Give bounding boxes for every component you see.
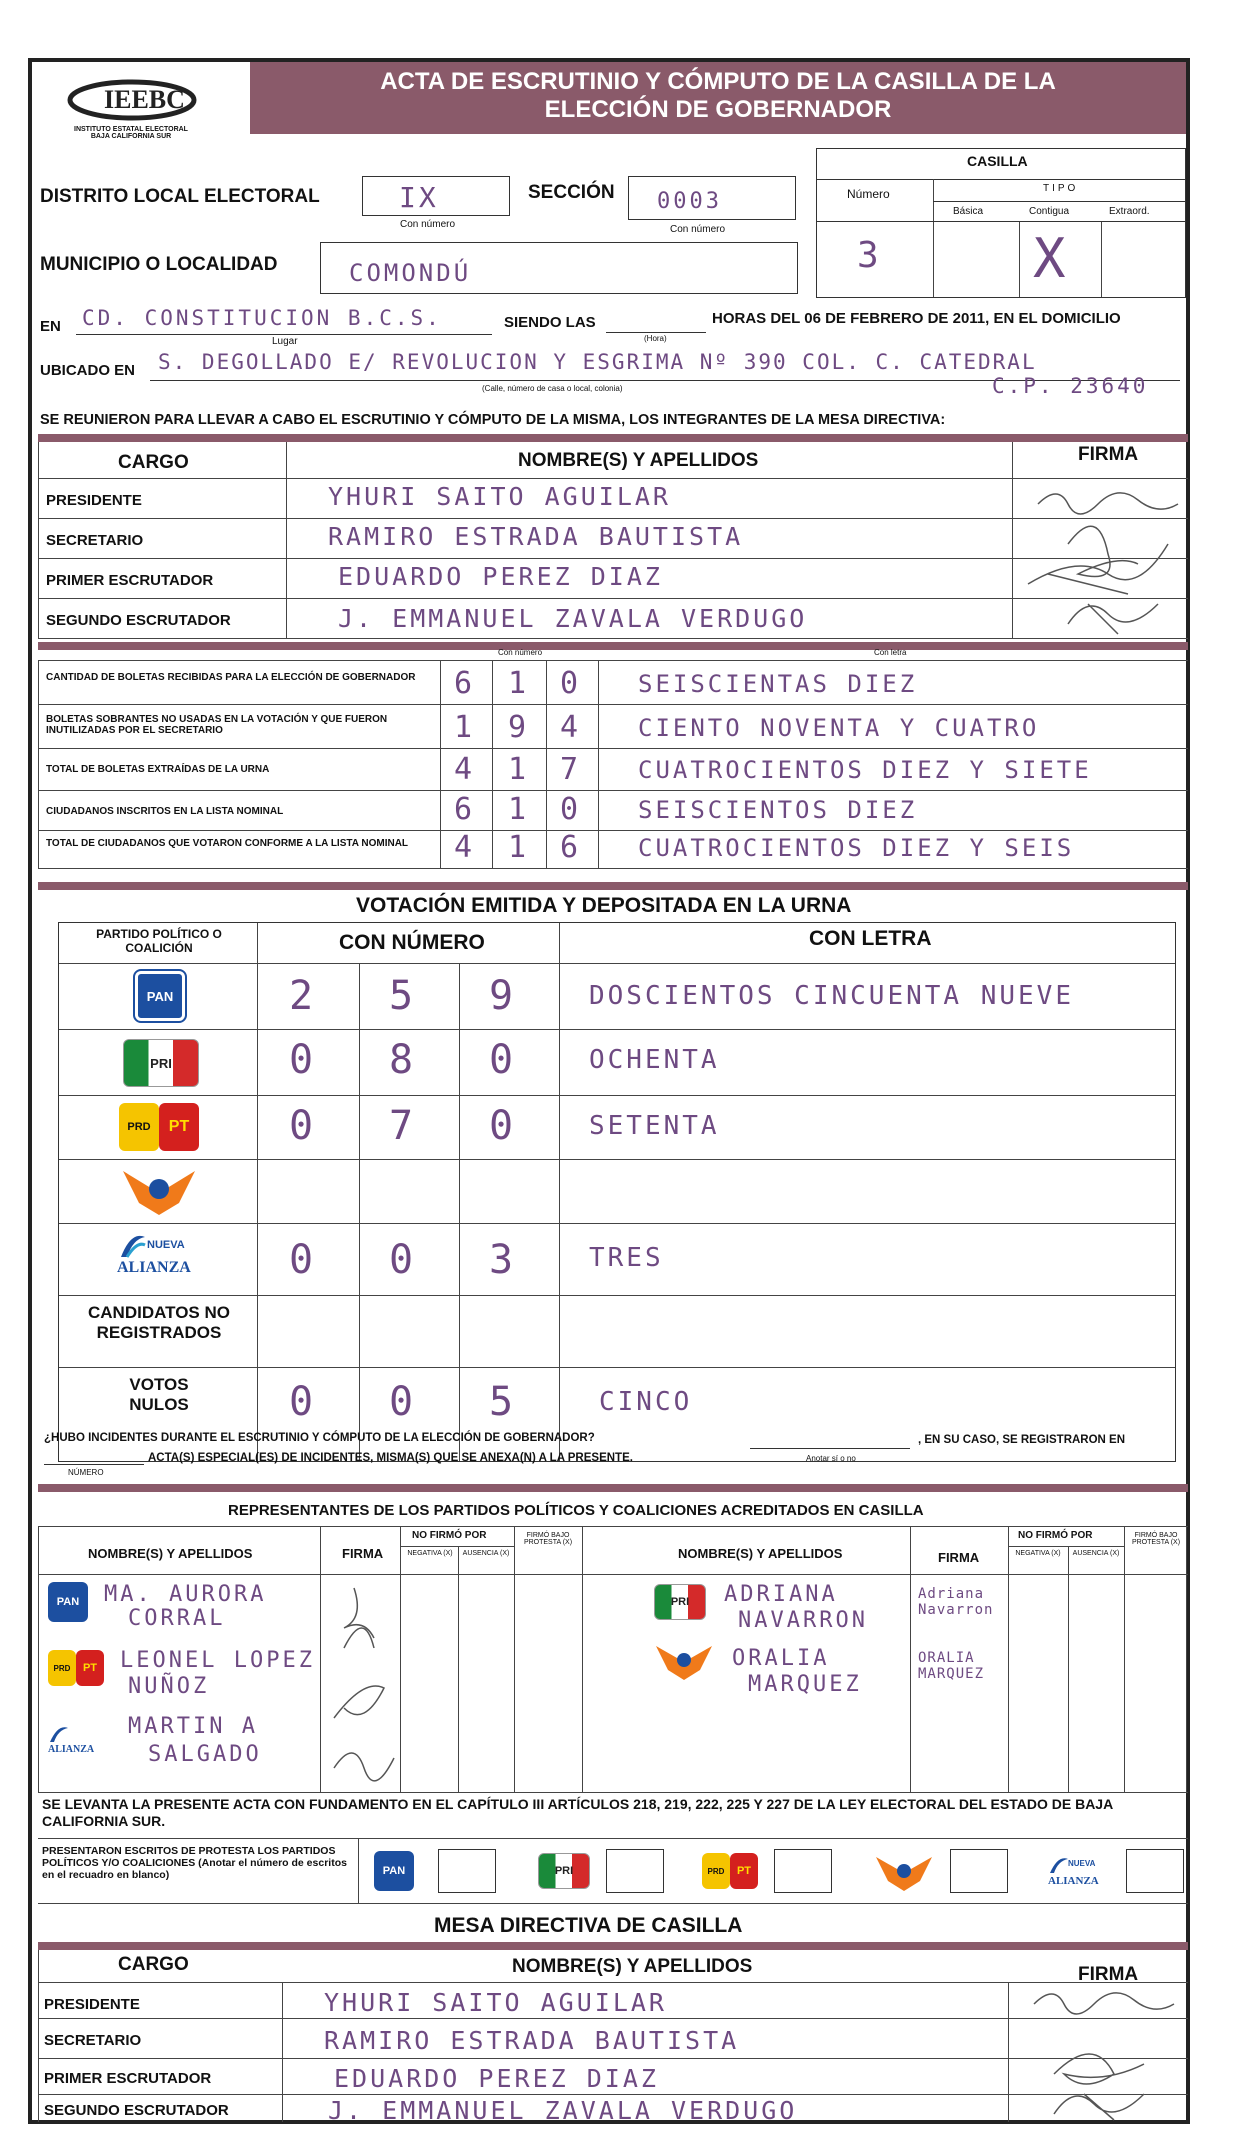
rep-pt-logo-text: PT — [82, 1662, 98, 1674]
na-logo-line1: NUEVA — [147, 1239, 185, 1251]
mesa1-cargo-3: SEGUNDO ESCRUTADOR — [46, 612, 231, 629]
boletas-d2-0: 4 — [454, 752, 476, 787]
boletas-letra-1: CIENTO NOVENTA Y CUATRO — [638, 714, 1040, 742]
cp-value: C.P. 23640 — [992, 374, 1149, 398]
mesa1-nombre-2: EDUARDO PEREZ DIAZ — [338, 562, 663, 591]
boletas-d3-0: 6 — [454, 792, 476, 827]
en-label: EN — [40, 318, 61, 335]
mesa1-nombre-3: J. EMMANUEL ZAVALA VERDUGO — [338, 604, 808, 633]
ubicado-label: UBICADO EN — [40, 362, 136, 379]
rep-left-nombres: NOMBRE(S) Y APELLIDOS — [88, 1546, 253, 1561]
rep-left-signatures-icon — [324, 1578, 400, 1788]
protesta-pan-logo-icon — [374, 1851, 414, 1891]
ieebc-logo-icon — [62, 76, 202, 124]
distrito-field[interactable] — [362, 176, 510, 216]
lugar-value: CD. CONSTITUCION B.C.S. — [82, 306, 442, 330]
votos-prdpt-d1: 7 — [389, 1103, 417, 1149]
casilla-tipo-label: TIPO — [1043, 183, 1079, 194]
rep-left-1-nombre1: LEONEL LOPEZ — [120, 1648, 315, 1673]
protesta-pan-logo-text: PAN — [382, 1865, 406, 1877]
boletas-d3-1: 1 — [508, 792, 530, 827]
votos-na-d0: 0 — [289, 1237, 317, 1283]
boletas-d0-1: 1 — [508, 666, 530, 701]
mesa1-nombre-1: RAMIRO ESTRADA BAUTISTA — [328, 522, 744, 551]
rep-left-0-nombre2: CORRAL — [128, 1606, 226, 1631]
votacion-col-letra: CON LETRA — [809, 927, 932, 950]
protesta-pri-logo-text: PRI — [554, 1865, 574, 1877]
title-line-2: ELECCIÓN DE GOBERNADOR — [544, 96, 892, 123]
boletas-d1-1: 9 — [508, 710, 530, 745]
mesa2-nombre-1: RAMIRO ESTRADA BAUTISTA — [324, 2026, 740, 2055]
votos-prdpt-d2: 0 — [489, 1103, 517, 1149]
rep-convergencia-logo-icon — [654, 1640, 714, 1684]
rep-left-negativa: NEGATIVA (X) — [407, 1550, 453, 1557]
boletas-d3-2: 0 — [560, 792, 582, 827]
distrito-label: DISTRITO LOCAL ELECTORAL — [40, 186, 320, 207]
incidentes-question: ¿HUBO INCIDENTES DURANTE EL ESCRUTINIO Y CÓMPUTO DE LA ELECCIÓN DE GOBERNADOR? — [44, 1432, 595, 1444]
mesa2-cargo-3: SEGUNDO ESCRUTADOR — [44, 2102, 229, 2119]
rep-right-negativa: NEGATIVA (X) — [1015, 1550, 1061, 1557]
representantes-title: REPRESENTANTES DE LOS PARTIDOS POLÍTICOS Y COALICIONES ACREDITADOS EN CASILLA — [228, 1502, 924, 1519]
protesta-na-logo-text2: ALIANZA — [1048, 1875, 1099, 1887]
lugar-line[interactable] — [76, 334, 492, 335]
rep-pri-logo-icon — [654, 1584, 706, 1620]
rep-pt-logo-icon — [76, 1650, 104, 1686]
lugar-sublabel: Lugar — [272, 336, 298, 347]
domicilio-value: S. DEGOLLADO E/ REVOLUCION Y ESGRIMA Nº 390 COL. C. CATEDRAL — [158, 350, 1037, 374]
institute-name: INSTITUTO ESTATAL ELECTORAL BAJA CALIFORNIA SUR — [74, 126, 188, 140]
prd-logo-icon — [119, 1103, 159, 1151]
seccion-field[interactable] — [628, 176, 796, 220]
boletas-d1-2: 4 — [560, 710, 582, 745]
protesta-pt-logo-text: PT — [736, 1865, 752, 1877]
mesa2-cargo-1: SECRETARIO — [44, 2032, 142, 2049]
rep-right-nombres: NOMBRE(S) Y APELLIDOS — [678, 1546, 843, 1561]
rep-right-0-nombre1: ADRIANA — [724, 1582, 838, 1607]
acta-sheet — [28, 58, 1190, 2124]
rep-pan-logo-text: PAN — [56, 1596, 80, 1608]
municipio-label: MUNICIPIO O LOCALIDAD — [40, 254, 278, 275]
rep-right-0-nombre2: NAVARRON — [738, 1608, 868, 1633]
mesa2-firma-header: FIRMA — [1078, 1964, 1139, 1985]
boletas-label-3: CIUDADANOS INSCRITOS EN LA LISTA NOMINAL — [46, 806, 284, 817]
domicilio-sublabel: (Calle, número de casa o local, colonia) — [482, 384, 623, 393]
votos-nulos-d1: 0 — [389, 1379, 417, 1425]
protesta-prdpt-box[interactable] — [774, 1849, 832, 1893]
votos-pri-d0: 0 — [289, 1037, 317, 1083]
votos-pan-d2: 9 — [489, 973, 517, 1019]
mesa2-signatures-icon — [1014, 1984, 1186, 2122]
protesta-pri-box[interactable] — [606, 1849, 664, 1893]
rep-right-0-firma: Adriana Navarron — [918, 1586, 994, 1618]
protesta-prd-logo-text: PRD — [707, 1866, 725, 1876]
rep-right-no-firmo: NO FIRMÓ POR — [1018, 1530, 1093, 1541]
rep-right-protesta: FIRMÓ BAJO PROTESTA (X) — [1131, 1532, 1181, 1546]
rep-left-2-nombre1: MARTIN A — [128, 1714, 258, 1739]
rep-right-1-nombre1: ORALIA — [732, 1646, 830, 1671]
distrito-sublabel: Con número — [400, 219, 456, 230]
protesta-text: PRESENTARON ESCRITOS DE PROTESTA LOS PARTIDOS POLÍTICOS Y/O COALICIONES (Anotar el número de escritos en el recuadro en blanco) — [42, 1845, 347, 1881]
mesa1-signatures-icon — [998, 474, 1188, 644]
votacion-section — [38, 882, 1188, 1502]
mesa1-cargo-2: PRIMER ESCRUTADOR — [46, 572, 214, 589]
fundamento-text: SE LEVANTA LA PRESENTE ACTA CON FUNDAMENTO EN EL CAPÍTULO III ARTÍCULOS 218, 219, 222, 225 Y 227 DE LA LEY ELECTORAL DEL ESTADO DE BAJA CALIFORNIA SUR. — [42, 1796, 1113, 1829]
votacion-col-partido: PARTIDO POLÍTICO O COALICIÓN — [96, 927, 222, 955]
casilla-numero-value: 3 — [857, 235, 882, 276]
mesa2-cargo-0: PRESIDENTE — [44, 1996, 140, 2013]
boletas-d0-0: 6 — [454, 666, 476, 701]
incidentes-question-2: , EN SU CASO, SE REGISTRARON EN — [918, 1434, 1126, 1446]
seccion-sublabel: Con número — [670, 224, 726, 235]
prd-logo-text: PRD — [127, 1121, 151, 1133]
protesta-convergencia-logo-icon — [874, 1851, 934, 1893]
votos-nulos-letra: CINCO — [599, 1387, 693, 1417]
protesta-pri-logo-icon — [538, 1853, 590, 1889]
protesta-convergencia-box[interactable] — [950, 1849, 1008, 1893]
mesa2-nombre-0: YHURI SAITO AGUILAR — [324, 1988, 667, 2017]
votos-prdpt-d0: 0 — [289, 1103, 317, 1149]
casilla-numero-label: Número — [847, 187, 890, 201]
boletas-con-numero: Con número — [498, 648, 543, 657]
municipio-field[interactable] — [320, 242, 798, 294]
candidatos-no-registrados-label: CANDIDATOS NO REGISTRADOS — [88, 1303, 230, 1342]
votos-pan-d1: 5 — [389, 973, 417, 1019]
votos-pri-d2: 0 — [489, 1037, 517, 1083]
distrito-value: IX — [399, 181, 439, 214]
mesa-directiva-table-1 — [38, 434, 1188, 642]
boletas-d1-0: 1 — [454, 710, 476, 745]
rep-na-logo-icon — [48, 1724, 118, 1764]
boletas-d2-1: 1 — [508, 752, 530, 787]
boletas-letra-2: CUATROCIENTOS DIEZ Y SIETE — [638, 756, 1092, 784]
pri-logo-text: PRI — [150, 1055, 172, 1071]
hora-line[interactable] — [606, 332, 706, 333]
votacion-title: VOTACIÓN EMITIDA Y DEPOSITADA EN LA URNA — [356, 894, 852, 917]
boletas-d4-1: 1 — [508, 830, 530, 865]
representantes-section — [38, 1486, 1188, 1816]
rep-right-firma: FIRMA — [938, 1550, 980, 1565]
votos-na-d1: 0 — [389, 1237, 417, 1283]
votos-nulos-d2: 5 — [489, 1379, 517, 1425]
mesa-directiva-table-2 — [38, 1912, 1188, 2124]
boletas-letra-3: SEISCIENTOS DIEZ — [638, 796, 918, 824]
rep-right-1-firma: ORALIA MARQUEZ — [918, 1650, 985, 1682]
incidentes-acta: ACTA(S) ESPECIAL(ES) DE INCIDENTES, MISMA(S) QUE SE ANEXA(N) A LA PRESENTE. — [148, 1452, 633, 1464]
boletas-d2-2: 7 — [560, 752, 582, 787]
protesta-section — [38, 1838, 1188, 1904]
votacion-table — [58, 922, 1176, 1462]
rep-na-logo-text: ALIANZA — [48, 1744, 95, 1755]
incidentes-numero: NÚMERO — [68, 1468, 104, 1477]
rep-prd-logo-icon — [48, 1650, 76, 1686]
casilla-basica-label: Básica — [953, 206, 984, 217]
protesta-prd-logo-icon — [702, 1853, 730, 1889]
incidentes-answer-line[interactable] — [750, 1448, 910, 1449]
votos-pri-letra: OCHENTA — [589, 1045, 720, 1075]
mesa2-nombre-2: EDUARDO PEREZ DIAZ — [334, 2064, 659, 2093]
rep-pri-logo-text: PRI — [670, 1596, 690, 1608]
pan-logo-text: PAN — [146, 988, 174, 1004]
horas-text: HORAS DEL 06 DE FEBRERO DE 2011, EN EL DOMICILIO — [712, 310, 1121, 327]
votos-na-d2: 3 — [489, 1237, 517, 1283]
votos-nulos-d0: 0 — [289, 1379, 317, 1425]
mesa2-cargo-2: PRIMER ESCRUTADOR — [44, 2070, 212, 2087]
rep-right-ausencia: AUSENCIA (X) — [1072, 1550, 1120, 1557]
votos-nulos-label: VOTOS NULOS — [129, 1375, 189, 1414]
mesa2-cargo-header: CARGO — [118, 1954, 189, 1975]
votos-pri-d1: 8 — [389, 1037, 417, 1083]
pt-logo-icon — [159, 1103, 199, 1151]
mesa1-cargo-header: CARGO — [118, 452, 189, 473]
votos-pan-d0: 2 — [289, 973, 317, 1019]
protesta-pan-box[interactable] — [438, 1849, 496, 1893]
rep-left-1-nombre2: NUÑOZ — [128, 1674, 210, 1699]
casilla-contigua-mark: X — [1033, 227, 1069, 290]
mesa1-nombre-0: YHURI SAITO AGUILAR — [328, 482, 671, 511]
boletas-label-4: TOTAL DE CIUDADANOS QUE VOTARON CONFORME A LA LISTA NOMINAL — [46, 838, 409, 849]
mesa1-nombres-header: NOMBRE(S) Y APELLIDOS — [518, 450, 759, 471]
title-line-1: ACTA DE ESCRUTINIO Y CÓMPUTO DE LA CASILLA DE LA — [380, 68, 1056, 95]
mesa1-firma-header: FIRMA — [1078, 444, 1139, 465]
nueva-alianza-logo-icon — [117, 1231, 217, 1287]
reunion-text: SE REUNIERON PARA LLEVAR A CABO EL ESCRUTINIO Y CÓMPUTO DE LA MISMA, LOS INTEGRANTES DE LA MESA DIRECTIVA: — [40, 412, 946, 428]
hora-sublabel: (Hora) — [644, 334, 667, 343]
casilla-title: CASILLA — [967, 153, 1028, 169]
na-logo-line2: ALIANZA — [117, 1259, 191, 1276]
seccion-label: SECCIÓN — [528, 182, 615, 203]
votos-na-letra: TRES — [589, 1243, 664, 1273]
votos-prdpt-letra: SETENTA — [589, 1111, 720, 1141]
siendo-label: SIENDO LAS — [504, 314, 596, 331]
mesa2-title: MESA DIRECTIVA DE CASILLA — [434, 1914, 743, 1937]
rep-left-0-nombre1: MA. AURORA — [104, 1582, 267, 1607]
pt-logo-text: PT — [168, 1118, 190, 1135]
ieebc-logo — [62, 76, 202, 124]
incidentes-anotar: Anotar sí o no — [806, 1454, 856, 1463]
boletas-label-1: BOLETAS SOBRANTES NO USADAS EN LA VOTACIÓN Y QUE FUERON INUTILIZADAS POR EL SECRETARIO — [46, 714, 388, 736]
incidentes-numero-line[interactable] — [44, 1464, 144, 1465]
convergencia-logo-icon — [119, 1163, 199, 1219]
rep-left-no-firmo: NO FIRMÓ POR — [412, 1530, 487, 1541]
rep-left-firma: FIRMA — [342, 1546, 384, 1561]
votacion-col-numero: CON NÚMERO — [339, 931, 485, 954]
votos-pan-letra: DOSCIENTOS CINCUENTA NUEVE — [589, 981, 1074, 1011]
boletas-label-2: TOTAL DE BOLETAS EXTRAÍDAS DE LA URNA — [46, 764, 270, 775]
protesta-na-logo-icon — [1048, 1855, 1118, 1895]
casilla-box — [816, 148, 1186, 298]
protesta-na-box[interactable] — [1126, 1849, 1184, 1893]
municipio-value: COMONDÚ — [349, 259, 472, 287]
boletas-d0-2: 0 — [560, 666, 582, 701]
rep-pan-logo-icon — [48, 1582, 88, 1622]
title-banner — [250, 62, 1186, 134]
protesta-na-logo-text1: NUEVA — [1068, 1859, 1096, 1868]
boletas-con-letra: Con letra — [874, 648, 907, 657]
seccion-value: 0003 — [657, 189, 722, 214]
casilla-contigua-label: Contigua — [1029, 206, 1070, 217]
rep-right-1-nombre2: MARQUEZ — [748, 1672, 862, 1697]
casilla-extraord-label: Extraord. — [1109, 206, 1150, 217]
boletas-letra-4: CUATROCIENTOS DIEZ Y SEIS — [638, 834, 1075, 862]
rep-left-2-nombre2: SALGADO — [148, 1742, 262, 1767]
protesta-pt-logo-icon — [730, 1853, 758, 1889]
rep-left-ausencia: AUSENCIA (X) — [462, 1550, 510, 1557]
mesa1-cargo-1: SECRETARIO — [46, 532, 144, 549]
mesa1-cargo-0: PRESIDENTE — [46, 492, 142, 509]
pri-logo-icon — [123, 1039, 199, 1087]
boletas-d4-2: 6 — [560, 830, 582, 865]
boletas-d4-0: 4 — [454, 830, 476, 865]
boletas-label-0: CANTIDAD DE BOLETAS RECIBIDAS PARA LA ELECCIÓN DE GOBERNADOR — [46, 672, 416, 683]
mesa2-nombres-header: NOMBRE(S) Y APELLIDOS — [512, 1956, 753, 1977]
rep-left-protesta: FIRMÓ BAJO PROTESTA (X) — [523, 1532, 573, 1546]
rep-prd-logo-text: PRD — [53, 1663, 71, 1673]
boletas-letra-0: SEISCIENTAS DIEZ — [638, 670, 918, 698]
boletas-table — [38, 642, 1188, 882]
svg-text:IEEBC: IEEBC — [104, 85, 185, 114]
mesa2-nombre-3: J. EMMANUEL ZAVALA VERDUGO — [328, 2096, 798, 2125]
pan-logo-icon — [135, 971, 185, 1021]
